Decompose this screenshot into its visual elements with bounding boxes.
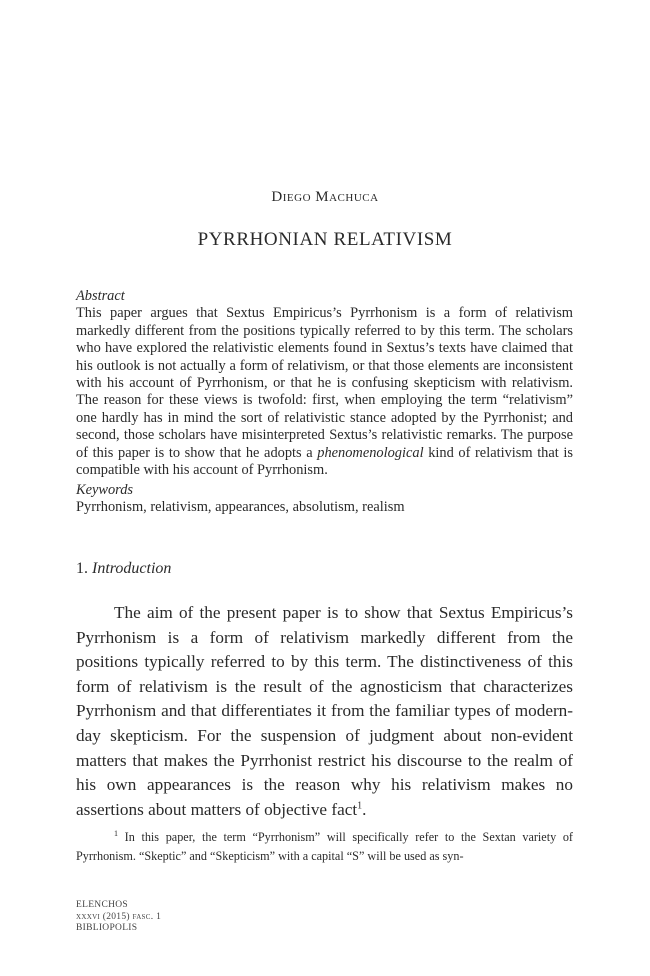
footnote-reference[interactable]: 1 (357, 800, 363, 812)
abstract-label: Abstract (76, 288, 125, 304)
footnote-text: In this paper, the term “Pyrrhonism” will specifically refer to the Sextan variety of Pyrrhonism. “Skeptic” and “Skepticism” with a capital “S” will be used as syn- (76, 830, 573, 863)
keywords-label: Keywords (76, 482, 134, 498)
abstract-text-end: kind of relativism that is compatible with his account of Pyrrhonism. (76, 444, 573, 479)
section-number: 1. (76, 560, 88, 577)
footnote-marker: 1 (114, 828, 118, 838)
author-name: Diego Machuca (271, 189, 379, 205)
press-name: BIBLIOPOLIS (76, 923, 138, 933)
section-title: Introduction (92, 560, 172, 577)
keywords-text: Pyrrhonism, relativism, appearances, absolutism, realism (76, 499, 405, 516)
main-paragraph-end: . (362, 799, 367, 819)
main-paragraph-text: The aim of the present paper is to show that Sextus Empiricus’s Pyrrhonism is a form of relativism markedly different from the positions typically referred to by this term. The distinctiveness of this form of relativism is the result of the agnosticism that characterizes Pyrrhonism and that differentiates it from the familiar types of modern-day skepticism. For the suspension of judgment about non-evident matters that makes the Pyrrhonist restrict his discourse to the realm of his own appearances is the reason why his relativism makes no assertions about matters of objective fact (76, 603, 573, 819)
journal-name: ELENCHOS (76, 900, 129, 910)
section-heading (76, 560, 171, 578)
main-paragraph (76, 601, 573, 822)
abstract-block (76, 288, 573, 479)
abstract-text-main: This paper argues that Sextus Empiricus’s Pyrrhonism is a form of relativism markedly different from the positions typically referred to by this term. The scholars who have explored the relativistic elements found in Sextus’s texts have claimed that his outlook is not actually a form of relativism, or that those elements are inconsistent with his account of Pyrrhonism, or that he is confusing skepticism with relativism. The reason for these views is twofold: first, when employing the term “relativism” one hardly has in mind the sort of relativistic stance adopted by the Pyrrhonist; and second, those scholars have misinterpreted Sextus’s relativistic remarks. The purpose of this paper is to show that he adopts a (76, 305, 573, 461)
footnote (76, 828, 573, 866)
abstract-emphasis: phenomenological (317, 444, 424, 461)
journal-volume: xxxvi (2015) fasc. 1 (76, 911, 162, 922)
abstract-text (76, 305, 573, 479)
publisher-info (76, 900, 161, 935)
paper-title: PYRRHONIAN RELATIVISM (197, 229, 453, 250)
keywords-block (76, 482, 573, 517)
